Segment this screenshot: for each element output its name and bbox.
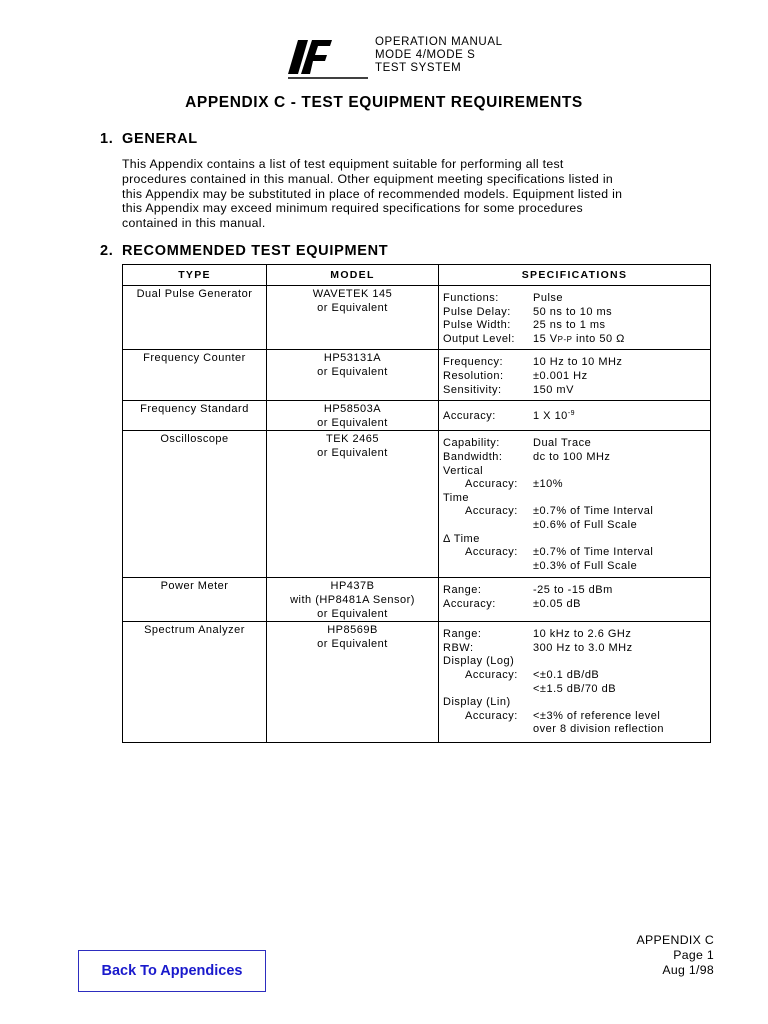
- equipment-type: Oscilloscope: [123, 431, 267, 578]
- equipment-specifications: [439, 401, 711, 431]
- ifr-logo: [288, 40, 374, 82]
- spec-line: [443, 584, 710, 598]
- spec-line: [443, 696, 710, 710]
- spec-value: over 8 division reflection: [533, 723, 665, 736]
- spec-line: [443, 356, 710, 370]
- equipment-model: [267, 578, 439, 622]
- section-equipment-heading: [100, 243, 388, 259]
- spec-value: Pulse: [533, 292, 564, 304]
- spec-key: Accuracy:: [465, 668, 518, 681]
- equipment-model: [267, 401, 439, 431]
- spec-line: [443, 519, 710, 533]
- equipment-specifications: [439, 286, 711, 350]
- paragraph-line: this Appendix may exceed minimum required specifications for some procedures: [122, 201, 583, 216]
- spec-value: Dual Trace: [533, 437, 592, 450]
- paragraph-line: procedures contained in this manual. Other equipment meeting specifications listed in: [122, 171, 613, 186]
- spec-key: Range:: [443, 584, 482, 597]
- spec-line: [443, 370, 710, 384]
- model-line: or Equivalent: [317, 446, 388, 459]
- table-row: [123, 578, 711, 622]
- model-line: HP53131A: [323, 352, 382, 365]
- model-line: or Equivalent: [317, 416, 388, 429]
- header-line: OPERATION MANUAL: [375, 36, 503, 48]
- spec-key: Δ Time: [443, 532, 480, 545]
- section-number: 2.: [100, 243, 114, 259]
- spec-line: [443, 478, 710, 492]
- spec-key: Accuracy:: [443, 597, 496, 610]
- spec-value: [533, 407, 575, 424]
- equipment-model: [267, 286, 439, 350]
- spec-value-superscript: -9: [567, 410, 576, 418]
- manual-header: [375, 36, 503, 75]
- spec-line: [443, 306, 710, 320]
- paragraph-line: contained in this manual.: [122, 216, 266, 231]
- spec-value: ±0.3% of Full Scale: [533, 559, 638, 572]
- model-line: or Equivalent: [317, 301, 388, 314]
- equipment-specifications: [439, 578, 711, 622]
- spec-value: 10 Hz to 10 MHz: [533, 356, 623, 369]
- spec-value: ±0.7% of Time Interval: [533, 546, 654, 559]
- model-line: TEK 2465: [326, 433, 379, 446]
- spec-line: [443, 292, 710, 306]
- spec-value-subscript: P-P: [557, 334, 573, 344]
- back-button-label: Back To Appendices: [101, 963, 243, 979]
- footer-line: Page 1: [673, 947, 714, 962]
- model-line: HP58503A: [323, 403, 382, 416]
- spec-line: [443, 492, 710, 506]
- spec-line: [443, 465, 710, 479]
- section-general-heading: [100, 131, 198, 147]
- header-line: MODE 4/MODE S: [375, 49, 476, 61]
- spec-value: 50 ns to 10 ms: [533, 305, 613, 318]
- equipment-type: Frequency Standard: [123, 401, 267, 431]
- spec-key: Accuracy:: [443, 410, 496, 423]
- table-row: [123, 350, 711, 401]
- paragraph-line: This Appendix contains a list of test equipment suitable for performing all test: [122, 157, 564, 171]
- equipment-type: Frequency Counter: [123, 350, 267, 401]
- spec-line: [443, 598, 710, 612]
- spec-key: Functions:: [443, 292, 499, 304]
- spec-key: Vertical: [443, 464, 484, 477]
- spec-line: [443, 451, 710, 465]
- equipment-specifications: [439, 350, 711, 401]
- table-row: [123, 401, 711, 431]
- spec-value: <±3% of reference level: [533, 709, 661, 722]
- table-row: [123, 431, 711, 578]
- spec-line: [443, 319, 710, 333]
- equipment-type: Spectrum Analyzer: [123, 622, 267, 743]
- section-number: 1.: [100, 131, 114, 147]
- equipment-type: Dual Pulse Generator: [123, 286, 267, 350]
- spec-line: [443, 560, 710, 574]
- spec-line: [443, 407, 710, 421]
- model-line: HP8569B: [327, 624, 378, 637]
- back-to-appendices-button[interactable]: [78, 950, 266, 992]
- spec-key: Display (Log): [443, 655, 515, 668]
- spec-key: Accuracy:: [465, 709, 518, 722]
- spec-key: Frequency:: [443, 356, 504, 369]
- spec-value: <±0.1 dB/dB: [533, 668, 600, 681]
- spec-line: [443, 710, 710, 724]
- table-row: [123, 286, 711, 350]
- equipment-model: [267, 431, 439, 578]
- spec-key: Pulse Delay:: [443, 305, 511, 318]
- spec-key: Bandwidth:: [443, 450, 503, 463]
- model-line: or Equivalent: [317, 607, 388, 620]
- spec-value: ±0.001 Hz: [533, 369, 588, 382]
- spec-line: [443, 655, 710, 669]
- spec-line: [443, 384, 710, 398]
- spec-key: Capability:: [443, 437, 500, 450]
- spec-value-text: 1 X 10: [533, 410, 568, 423]
- spec-value-text: into 50 Ω: [572, 332, 625, 345]
- paragraph-line: this Appendix may be substituted in place of recommended models. Equipment listed in: [122, 186, 623, 201]
- model-line: or Equivalent: [317, 637, 388, 650]
- header-line: TEST SYSTEM: [375, 62, 462, 74]
- spec-key: Accuracy:: [465, 478, 518, 491]
- table-header-row: [123, 265, 711, 286]
- footer-line: APPENDIX C: [636, 933, 714, 947]
- table-row: [123, 622, 711, 743]
- page-title: APPENDIX C - TEST EQUIPMENT REQUIREMENTS: [185, 94, 583, 111]
- equipment-table: [122, 264, 711, 743]
- spec-line: [443, 642, 710, 656]
- spec-line: [443, 723, 710, 737]
- header-type: TYPE: [123, 265, 267, 286]
- spec-line: [443, 683, 710, 697]
- equipment-model: [267, 622, 439, 743]
- footer-line: Aug 1/98: [662, 962, 714, 977]
- spec-key: Sensitivity:: [443, 383, 502, 396]
- equipment-model: [267, 350, 439, 401]
- header-model: MODEL: [267, 265, 439, 286]
- equipment-type: Power Meter: [123, 578, 267, 622]
- equipment-specifications: [439, 431, 711, 578]
- spec-value: ±0.7% of Time Interval: [533, 505, 654, 518]
- equipment-specifications: [439, 622, 711, 743]
- spec-value: <±1.5 dB/70 dB: [533, 682, 617, 695]
- spec-key: Resolution:: [443, 369, 504, 382]
- spec-line: [443, 437, 710, 451]
- spec-value: 10 kHz to 2.6 GHz: [533, 628, 632, 641]
- spec-value: [533, 333, 625, 347]
- header-specifications: SPECIFICATIONS: [439, 265, 711, 286]
- spec-value: 300 Hz to 3.0 MHz: [533, 641, 633, 654]
- model-line: with (HP8481A Sensor): [290, 593, 415, 606]
- spec-key: Time: [443, 491, 470, 504]
- spec-line: [443, 669, 710, 683]
- section-heading: RECOMMENDED TEST EQUIPMENT: [122, 243, 389, 259]
- model-line: WAVETEK 145: [312, 288, 393, 300]
- general-paragraph: [122, 157, 722, 231]
- spec-key: Accuracy:: [465, 546, 518, 559]
- spec-line: [443, 333, 710, 347]
- spec-key: Range:: [443, 628, 482, 641]
- spec-value: -25 to -15 dBm: [533, 584, 613, 597]
- spec-key: Output Level:: [443, 332, 515, 345]
- spec-line: [443, 628, 710, 642]
- spec-key: Accuracy:: [465, 505, 518, 518]
- spec-line: [443, 505, 710, 519]
- spec-value: ±0.6% of Full Scale: [533, 518, 638, 531]
- page-footer: [637, 933, 714, 977]
- spec-value: dc to 100 MHz: [533, 450, 611, 463]
- spec-key: Pulse Width:: [443, 319, 511, 332]
- spec-line: [443, 533, 710, 547]
- spec-value-text: 15 V: [533, 332, 558, 345]
- spec-key: RBW:: [443, 641, 474, 654]
- spec-value: ±0.05 dB: [533, 597, 581, 610]
- spec-value: 150 mV: [533, 383, 574, 396]
- model-line: or Equivalent: [317, 365, 388, 378]
- spec-value: ±10%: [533, 478, 564, 491]
- spec-key: Display (Lin): [443, 696, 511, 709]
- model-line: HP437B: [330, 580, 375, 593]
- section-heading: GENERAL: [122, 131, 198, 147]
- spec-value: 25 ns to 1 ms: [533, 319, 606, 332]
- spec-line: [443, 546, 710, 560]
